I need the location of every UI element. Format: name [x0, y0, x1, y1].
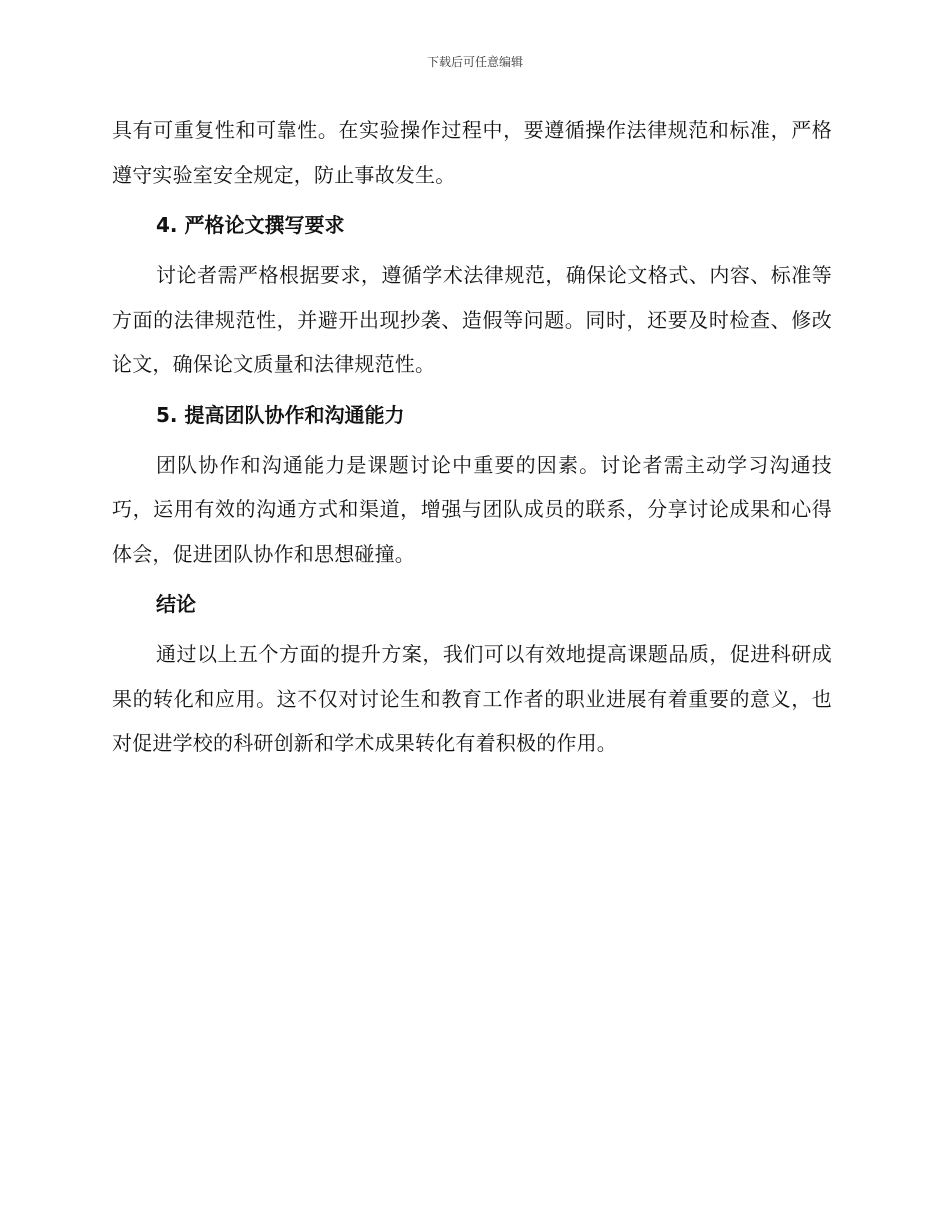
- paragraph-section-4: 讨论者需严格根据要求，遵循学术法律规范，确保论文格式、内容、标准等方面的法律规范性，并避开出现抄袭、造假等问题。同时，还要及时检查、修改论文，确保论文质量和法律规范性。: [112, 263, 832, 376]
- conclusion-heading: 结论: [156, 592, 196, 616]
- page-header: 下载后可任意编辑: [426, 55, 523, 69]
- section-heading-5: 5. 提高团队协作和沟通能力: [156, 402, 405, 427]
- section-heading-4: 4. 严格论文撰写要求: [156, 213, 345, 237]
- paragraph-continued: 具有可重复性和可靠性。在实验操作过程中，要遵循操作法律规范和标准，严格遵守实验室安全规定，防止事故发生。: [112, 118, 832, 187]
- paragraph-section-5: 团队协作和沟通能力是课题讨论中重要的因素。讨论者需主动学习沟通技巧，运用有效的沟通方式和渠道，增强与团队成员的联系，分享讨论成果和心得体会，促进团队协作和思想碰撞。: [112, 452, 832, 566]
- document-body: [112, 108, 832, 766]
- paragraph-conclusion: 通过以上五个方面的提升方案，我们可以有效地提高课题品质，促进科研成果的转化和应用。这不仅对讨论生和教育工作者的职业进展有着重要的意义，也对促进学校的科研创新和学术成果转化有着积极的作用。: [112, 642, 832, 755]
